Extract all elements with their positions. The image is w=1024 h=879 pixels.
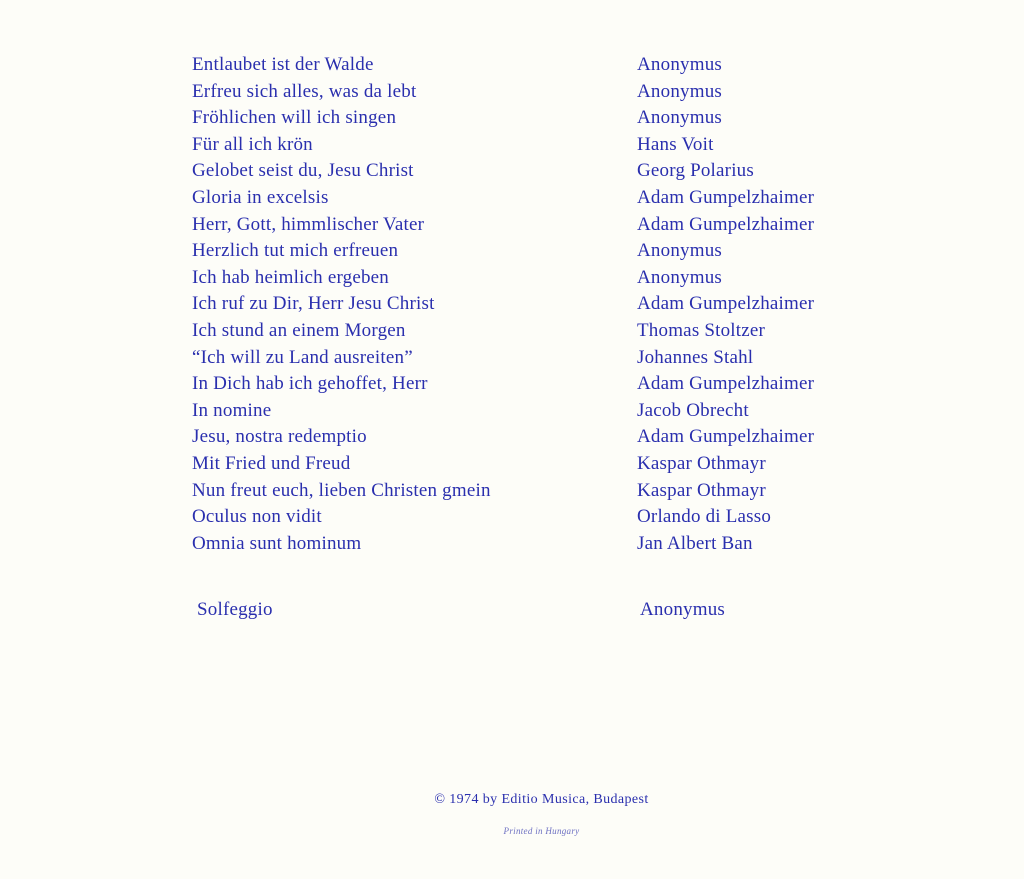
song-composer: Anonymus: [637, 240, 722, 262]
song-title: Entlaubet ist der Walde: [192, 54, 374, 75]
song-composer: Johannes Stahl: [637, 346, 754, 368]
song-title: Erfreu sich alles, was da lebt: [192, 80, 417, 102]
song-title: Gelobet seist du, Jesu Christ: [192, 160, 414, 182]
song-composer: Thomas Stoltzer: [637, 319, 766, 341]
song-title: Solfeggio: [197, 599, 273, 620]
song-composer: Adam Gumpelzhaimer: [637, 186, 815, 208]
printed-notice: Printed in Hungary: [503, 826, 580, 836]
list-item: [192, 371, 892, 398]
song-title: In Dich hab ich gehoffet, Herr: [192, 373, 428, 395]
song-composer: Georg Polarius: [637, 160, 754, 182]
song-list: [192, 52, 892, 557]
list-item: [192, 212, 892, 239]
song-title: Nun freut euch, lieben Christen gmein: [192, 479, 491, 501]
song-composer: Adam Gumpelzhaimer: [637, 426, 815, 448]
list-item: [192, 158, 892, 185]
list-item: [192, 318, 892, 345]
list-item: [197, 597, 897, 624]
song-title: Herzlich tut mich erfreuen: [192, 240, 399, 262]
list-item: [192, 504, 892, 531]
song-title: Fröhlichen will ich singen: [192, 107, 397, 129]
list-item: [192, 265, 892, 292]
song-title: Ich stund an einem Morgen: [192, 319, 406, 341]
list-item: [192, 132, 892, 159]
song-composer: Anonymus: [637, 266, 722, 288]
song-title: “Ich will zu Land ausreiten”: [192, 346, 413, 368]
list-item: [192, 238, 892, 265]
song-title: Ich ruf zu Dir, Herr Jesu Christ: [192, 293, 435, 315]
song-title: Mit Fried und Freud: [192, 452, 351, 474]
song-composer: Adam Gumpelzhaimer: [637, 213, 815, 235]
song-composer: Kaspar Othmayr: [637, 452, 766, 474]
song-title: Für all ich krön: [192, 133, 313, 155]
list-item: [192, 424, 892, 451]
list-item: [192, 52, 892, 79]
copyright-notice: © 1974 by Editio Musica, Budapest: [434, 792, 649, 807]
list-item: [192, 185, 892, 212]
song-composer: Anonymus: [637, 80, 722, 102]
song-title: Ich hab heimlich ergeben: [192, 266, 390, 288]
song-composer: Anonymus: [640, 599, 725, 620]
list-item: [192, 105, 892, 132]
song-title: Oculus non vidit: [192, 506, 322, 528]
song-composer: Adam Gumpelzhaimer: [637, 293, 815, 315]
list-item: [192, 345, 892, 372]
extra-entry: [197, 597, 897, 624]
song-composer: Anonymus: [637, 107, 722, 129]
song-title: Herr, Gott, himmlischer Vater: [192, 213, 425, 235]
song-title: In nomine: [192, 399, 272, 421]
list-item: [192, 478, 892, 505]
song-composer: Jacob Obrecht: [637, 399, 749, 421]
list-item: [192, 79, 892, 106]
song-title: Omnia sunt hominum: [192, 532, 362, 554]
song-composer: Anonymus: [637, 54, 722, 75]
list-item: [192, 291, 892, 318]
list-item: [192, 451, 892, 478]
list-item: [192, 398, 892, 425]
song-composer: Jan Albert Ban: [637, 532, 753, 554]
song-composer: Orlando di Lasso: [637, 506, 772, 528]
list-item: [192, 531, 892, 558]
song-composer: Kaspar Othmayr: [637, 479, 766, 501]
song-composer: Hans Voit: [637, 133, 714, 155]
song-title: Jesu, nostra redemptio: [192, 426, 367, 448]
song-title: Gloria in excelsis: [192, 186, 329, 208]
song-composer: Adam Gumpelzhaimer: [637, 373, 815, 395]
